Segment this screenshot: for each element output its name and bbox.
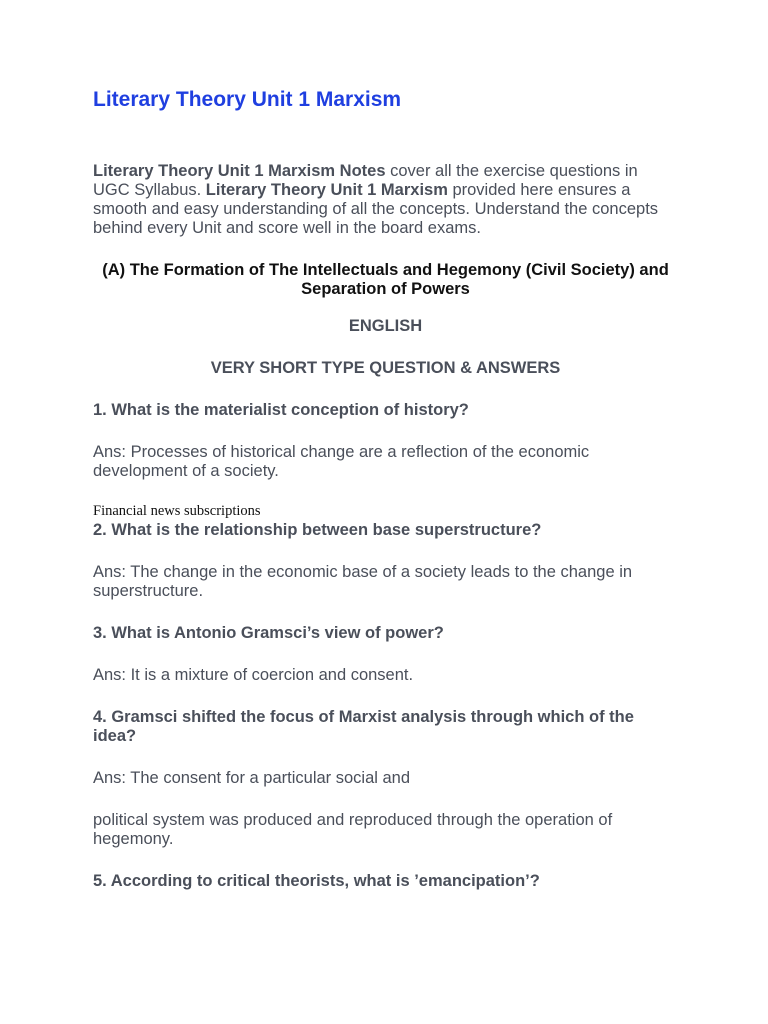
question-4: 4. Gramsci shifted the focus of Marxist analysis through which of the idea? bbox=[93, 708, 634, 745]
ad-link-financial-news[interactable]: Financial news subscriptions bbox=[93, 503, 261, 519]
answer-4: Ans: The consent for a particular social and bbox=[93, 769, 411, 787]
subject-label: ENGLISH bbox=[348, 317, 423, 335]
intro-text-2: provided here ensures a smooth and easy understanding of all the concepts. Understand the concepts behind every Unit and score well in the board exams. bbox=[93, 181, 659, 237]
section-heading: (A) The Formation of The Intellectuals and Hegemony (Civil Society) and Separation of Powers bbox=[102, 261, 669, 298]
intro-text-1: cover all the exercise questions in UGC Syllabus. bbox=[93, 162, 638, 199]
page-title: Literary Theory Unit 1 Marxism bbox=[93, 88, 402, 111]
intro-bold-title: Literary Theory Unit 1 Marxism bbox=[205, 181, 448, 199]
question-3: 3. What is Antonio Gramsci’s view of power? bbox=[93, 624, 444, 642]
question-1: 1. What is the materialist conception of history? bbox=[93, 401, 469, 419]
question-type-label: VERY SHORT TYPE QUESTION & ANSWERS bbox=[210, 359, 561, 377]
question-2: 2. What is the relationship between base superstructure? bbox=[93, 521, 542, 539]
intro-bold-notes-title: Literary Theory Unit 1 Marxism Notes bbox=[93, 162, 386, 180]
answer-3: Ans: It is a mixture of coercion and consent. bbox=[93, 666, 414, 684]
question-5: 5. According to critical theorists, what is ’emancipation’? bbox=[93, 872, 540, 890]
answer-1: Ans: Processes of historical change are a reflection of the economic development of a society. bbox=[93, 443, 590, 480]
document-page bbox=[93, 86, 678, 891]
answer-4-continued: political system was produced and reproduced through the operation of hegemony. bbox=[93, 811, 613, 848]
answer-2: Ans: The change in the economic base of a society leads to the change in superstructure. bbox=[93, 563, 633, 600]
intro-paragraph bbox=[93, 162, 678, 238]
